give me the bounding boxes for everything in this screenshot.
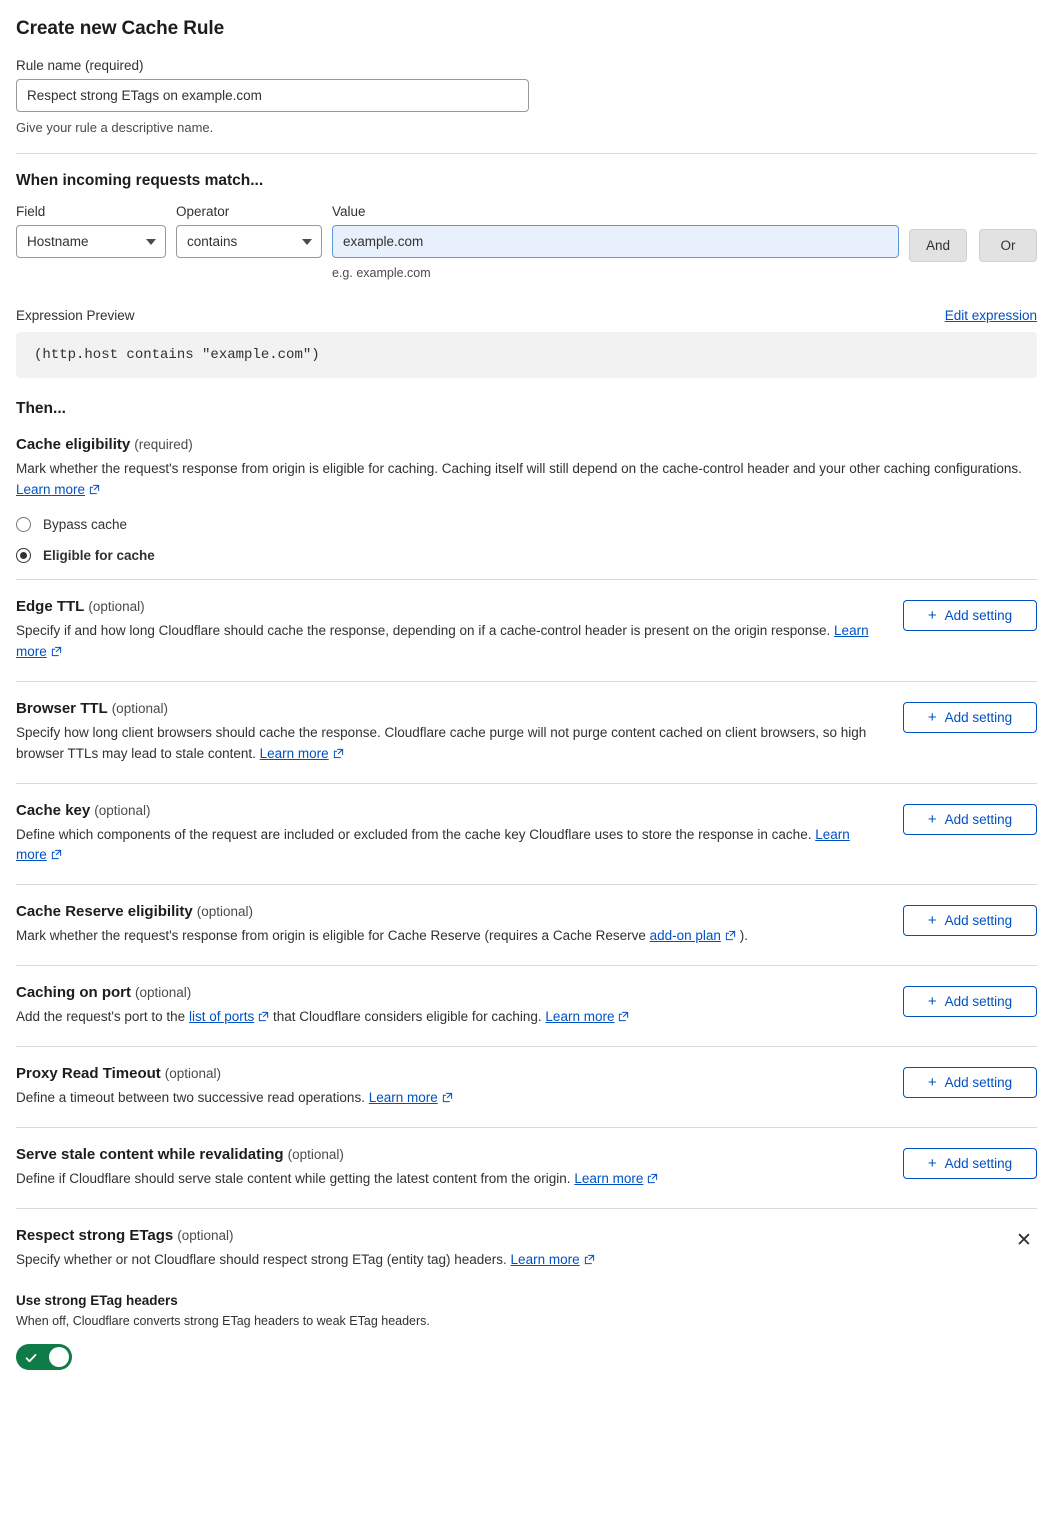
setting-cache-key [16,783,1037,885]
expression-header [16,308,1037,323]
setting-respect-strong-etags-optional: (optional) [177,1228,234,1244]
or-button[interactable]: Or [979,229,1037,262]
add-setting-button-caching-on-port[interactable] [903,986,1037,1017]
and-button[interactable]: And [909,229,967,262]
add-setting-label: Add setting [944,913,1013,929]
setting-cache-reserve-optional: (optional) [196,904,254,920]
value-column [332,204,899,280]
add-setting-label: Add setting [944,1075,1013,1091]
external-link-icon [442,1092,453,1103]
external-link-icon [725,930,736,941]
setting-cache-reserve-description [16,926,883,947]
setting-serve-stale-optional: (optional) [287,1147,344,1163]
external-link-icon [647,1173,658,1184]
list-of-ports-link[interactable]: list of ports [188,1009,255,1025]
value-input[interactable] [332,225,899,258]
setting-cache-reserve-eligibility [16,884,1037,965]
operator-column [176,204,322,258]
setting-cache-reserve-title-text: Cache Reserve eligibility [16,903,193,921]
cache-eligibility-description-text: Mark whether the request's response from origin is eligible for caching. Caching itself will still depend on the cache-control header and your other caching configurations. [16,461,1022,476]
setting-serve-stale-desc-text: Define if Cloudflare should serve stale content while getting the latest content from the origin. [16,1171,571,1187]
setting-caching-on-port-title [16,984,883,1001]
setting-edge-ttl-learn-more-link[interactable]: Learn more [16,622,869,659]
cache-eligibility-description [16,459,1036,501]
setting-browser-ttl [16,681,1037,783]
add-setting-label: Add setting [944,994,1013,1010]
setting-browser-ttl-title [16,700,883,717]
setting-cache-key-title-text: Cache key [16,801,91,819]
external-link-icon [51,849,62,860]
expression-preview-label: Expression Preview [16,308,135,323]
setting-caching-on-port-learn-more-link[interactable]: Learn more [545,1009,615,1025]
setting-cache-reserve-title [16,903,883,920]
setting-proxy-read-timeout-left [16,1065,883,1109]
setting-caching-on-port-left [16,984,883,1028]
setting-respect-strong-etags-left [16,1227,991,1370]
add-setting-label: Add setting [944,811,1013,827]
match-heading: When incoming requests match... [16,172,264,189]
chevron-down-icon [302,239,312,245]
plus-icon: + [927,993,937,1011]
plus-icon: + [927,1155,937,1173]
setting-respect-strong-etags-desc-text: Specify whether or not Cloudflare should respect strong ETag (entity tag) headers. [16,1252,507,1268]
add-setting-button-edge-ttl[interactable] [903,600,1037,631]
value-label: Value [332,204,366,219]
setting-cache-key-learn-more-link[interactable]: Learn more [16,826,850,863]
use-strong-etag-headers-label: Use strong ETag headers [16,1292,178,1308]
external-link-icon [333,748,344,759]
plus-icon: + [927,1074,937,1092]
add-setting-button-browser-ttl[interactable] [903,702,1037,733]
operator-label: Operator [176,204,230,219]
setting-edge-ttl-title-text: Edge TTL [16,597,85,615]
operator-select-value: contains [187,234,238,249]
rule-name-input[interactable] [16,79,529,112]
edit-expression-link[interactable]: Edit expression [944,308,1037,323]
setting-edge-ttl-left [16,598,883,663]
page-title: Create new Cache Rule [16,18,225,39]
setting-cache-key-left [16,802,883,867]
rule-name-label: Rule name (required) [16,58,144,73]
setting-proxy-read-timeout [16,1046,1037,1127]
setting-respect-strong-etags-title-text: Respect strong ETags [16,1227,174,1245]
setting-browser-ttl-desc-text: Specify how long client browsers should cache the response. Cloudflare cache purge will not purge content cached on client browsers, so high browser TTLs may lead to stale content. [16,724,867,761]
rule-name-help: Give your rule a descriptive name. [16,120,214,135]
setting-serve-stale-left [16,1146,883,1190]
setting-browser-ttl-optional: (optional) [111,700,168,716]
add-setting-button-serve-stale[interactable] [903,1148,1037,1179]
setting-serve-stale-title [16,1146,883,1163]
setting-cache-key-optional: (optional) [94,802,151,818]
setting-proxy-read-timeout-optional: (optional) [164,1066,222,1082]
plus-icon: + [927,606,937,624]
setting-serve-stale-content [16,1127,1037,1208]
setting-caching-on-port-desc-text: Add the request's port to the [16,1009,186,1025]
setting-browser-ttl-learn-more-link[interactable]: Learn more [259,745,329,761]
setting-caching-on-port-optional: (optional) [135,985,192,1001]
setting-caching-on-port-description [16,1007,883,1028]
setting-respect-strong-etags-learn-more-link[interactable]: Learn more [510,1252,580,1268]
add-setting-label: Add setting [944,1156,1013,1172]
setting-proxy-read-timeout-learn-more-link[interactable]: Learn more [368,1090,438,1106]
external-link-icon [51,646,62,657]
external-link-icon [258,1011,269,1022]
rule-name-group [16,58,1037,135]
add-setting-button-cache-reserve[interactable] [903,905,1037,936]
setting-caching-on-port-desc-after: that Cloudflare considers eligible for caching. [273,1009,542,1025]
cache-eligibility-section [16,436,1037,563]
cache-eligibility-required-tag: (required) [134,437,193,452]
setting-edge-ttl-description [16,621,883,663]
setting-respect-strong-etags-description [16,1250,991,1271]
add-setting-label: Add setting [944,607,1013,623]
value-hint: e.g. example.com [332,266,431,280]
use-strong-etag-headers-toggle[interactable] [16,1344,72,1370]
radio-icon [16,517,31,532]
setting-serve-stale-learn-more-link[interactable]: Learn more [574,1171,644,1187]
setting-serve-stale-title-text: Serve stale content while revalidating [16,1146,284,1164]
plus-icon: + [927,912,937,930]
then-heading: Then... [16,400,66,417]
external-link-icon [584,1254,595,1265]
setting-proxy-read-timeout-title-text: Proxy Read Timeout [16,1065,161,1083]
cache-eligibility-learn-more-link[interactable]: Learn more [16,481,86,497]
field-column [16,204,166,258]
setting-browser-ttl-description [16,723,883,765]
setting-caching-on-port [16,965,1037,1046]
add-setting-button-proxy-read-timeout[interactable] [903,1067,1037,1098]
setting-caching-on-port-title-text: Caching on port [16,984,131,1002]
setting-edge-ttl-desc-text: Specify if and how long Cloudflare should cache the response, depending on if a cache-control header is present on the origin response. [16,622,831,638]
divider-1 [16,153,1037,154]
field-label: Field [16,204,46,219]
expression-preview-box: (http.host contains "example.com") [16,332,1037,378]
radio-bypass-cache-label: Bypass cache [43,516,128,532]
plus-icon: + [927,810,937,828]
setting-cache-reserve-left [16,903,883,947]
field-select[interactable] [16,225,166,258]
add-setting-button-cache-key[interactable] [903,804,1037,835]
external-link-icon [618,1011,629,1022]
setting-edge-ttl [16,579,1037,681]
setting-respect-strong-etags [16,1208,1037,1388]
match-row [16,204,1037,280]
add-on-plan-link[interactable]: add-on plan [649,928,721,944]
add-setting-label: Add setting [944,709,1013,725]
setting-cache-key-desc-text: Define which components of the request are included or excluded from the cache key Cloudflare uses to store the response in cache. [16,826,812,842]
field-select-value: Hostname [27,234,89,249]
cache-eligibility-title [16,436,1037,453]
radio-eligible-for-cache[interactable] [16,548,1037,563]
operator-select[interactable] [176,225,322,258]
radio-bypass-cache[interactable] [16,517,1037,532]
close-icon[interactable]: ✕ [1016,1229,1032,1251]
setting-serve-stale-description [16,1169,883,1190]
plus-icon: + [927,708,937,726]
radio-eligible-for-cache-label: Eligible for cache [43,547,155,563]
chevron-down-icon [146,239,156,245]
toggle-knob [49,1347,69,1367]
setting-cache-key-title [16,802,883,819]
setting-proxy-read-timeout-description [16,1088,883,1109]
external-link-icon [89,484,100,495]
setting-edge-ttl-optional: (optional) [88,598,145,614]
cache-eligibility-title-text: Cache eligibility [16,436,131,453]
setting-browser-ttl-left [16,700,883,765]
setting-cache-reserve-desc-after: ). [739,928,748,944]
setting-proxy-read-timeout-title [16,1065,883,1082]
setting-cache-reserve-desc-text: Mark whether the request's response from origin is eligible for Cache Reserve (requires a Cache Reserve [16,928,646,944]
setting-proxy-read-timeout-desc-text: Define a timeout between two successive read operations. [16,1090,365,1106]
setting-edge-ttl-title [16,598,883,615]
setting-browser-ttl-title-text: Browser TTL [16,699,108,717]
radio-icon-selected [16,548,31,563]
setting-respect-strong-etags-title [16,1227,991,1244]
setting-cache-key-description [16,825,883,867]
use-strong-etag-headers-description: When off, Cloudflare converts strong ETag headers to weak ETag headers. [16,1313,430,1328]
check-icon [25,1351,37,1363]
